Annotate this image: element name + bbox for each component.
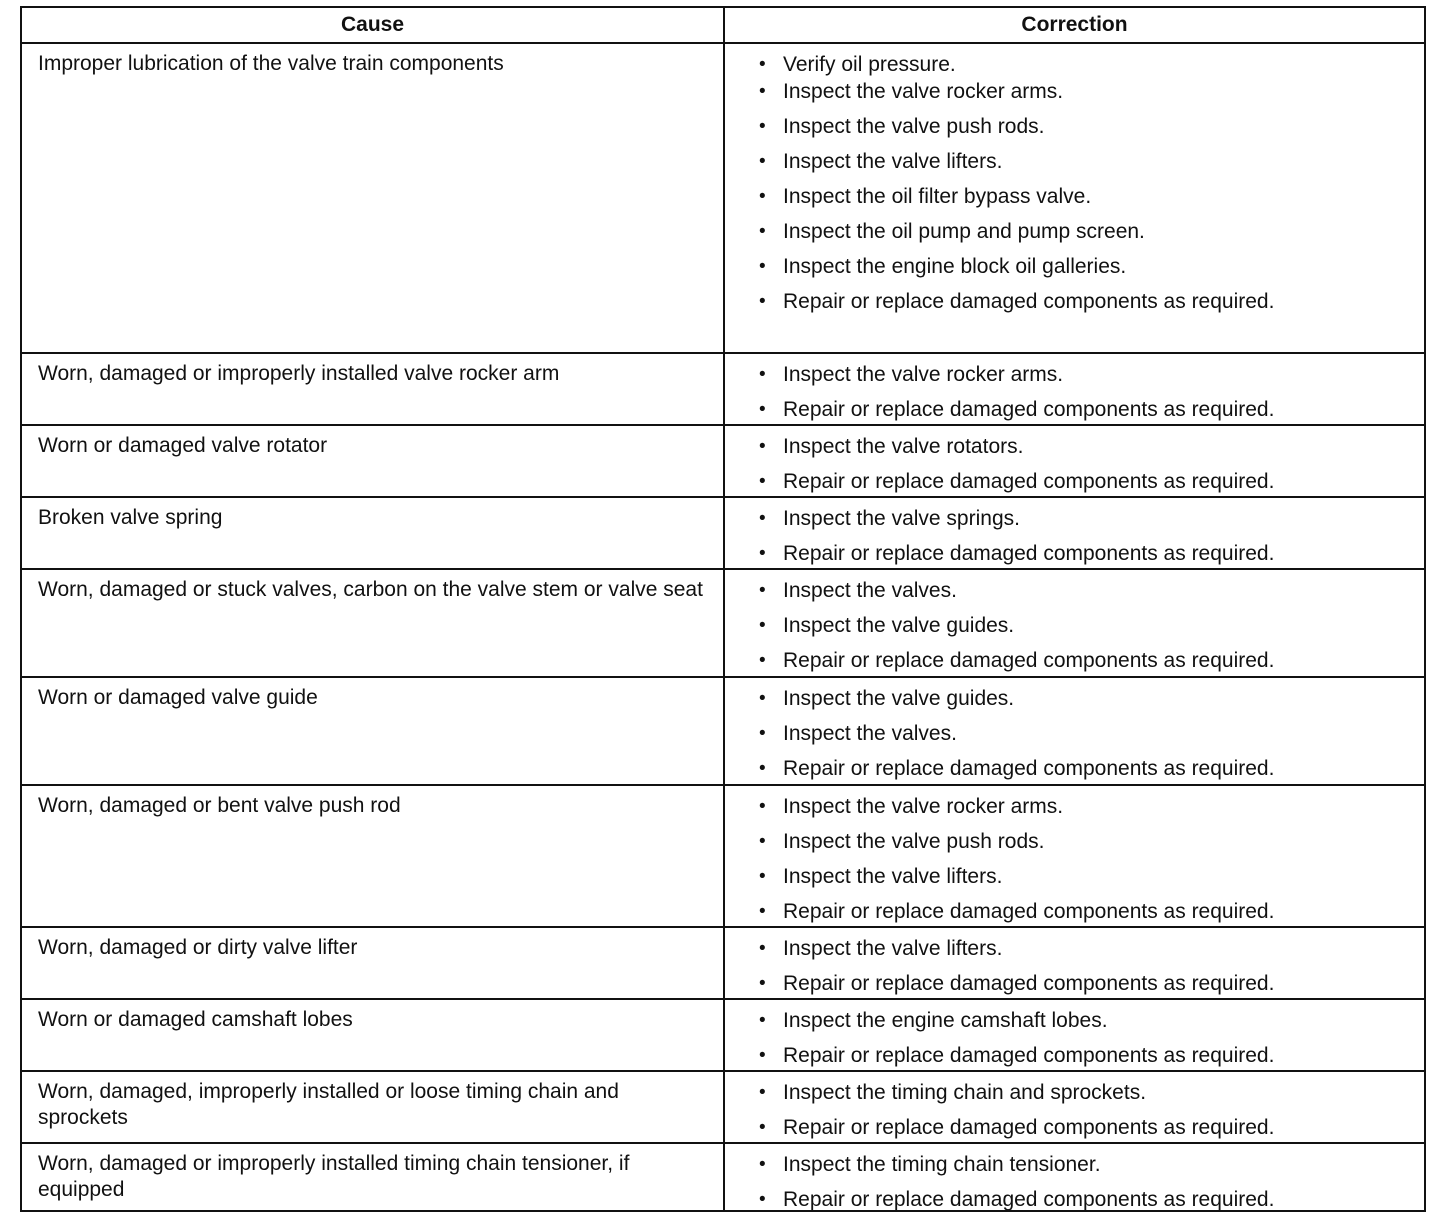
correction-item: • Inspect the oil pump and pump screen.: [759, 219, 1416, 254]
correction-item: • Repair or replace damaged components as required.: [759, 289, 1416, 324]
cause-cell: [22, 570, 725, 676]
correction-item: • Inspect the valve push rods.: [759, 829, 1416, 864]
correction-item: • Inspect the valves.: [759, 578, 1416, 613]
correction-item: • Inspect the valve guides.: [759, 686, 1416, 721]
correction-list: [759, 936, 1416, 1006]
header-correction: Correction: [1021, 13, 1128, 36]
correction-cell: [725, 1144, 1424, 1210]
correction-item: • Repair or replace damaged components as required.: [759, 1187, 1416, 1222]
correction-item: • Inspect the valves.: [759, 721, 1416, 756]
correction-item: • Inspect the valve rocker arms.: [759, 794, 1416, 829]
cause-cell: [22, 426, 725, 496]
table-row: [22, 928, 1424, 1000]
correction-list: [759, 578, 1416, 683]
correction-cell: [725, 498, 1424, 568]
cause-cell: [22, 44, 725, 352]
correction-list: [759, 686, 1416, 791]
correction-list: [759, 506, 1416, 576]
cause-cell: [22, 786, 725, 926]
cause-cell: [22, 1144, 725, 1210]
correction-cell: [725, 1072, 1424, 1142]
correction-list: [759, 362, 1416, 432]
cause-cell: [22, 928, 725, 998]
correction-cell: [725, 786, 1424, 926]
correction-item: • Repair or replace damaged components as required.: [759, 899, 1416, 934]
cause-text: Worn, damaged or improperly installed valve rocker arm: [38, 362, 560, 385]
correction-list: [759, 1152, 1416, 1222]
cause-cell: [22, 498, 725, 568]
cause-cell: [22, 1072, 725, 1142]
table-row: [22, 498, 1424, 570]
correction-item: • Inspect the valve rotators.: [759, 434, 1416, 469]
cause-text: Worn, damaged or bent valve push rod: [38, 794, 401, 817]
correction-item: • Inspect the oil filter bypass valve.: [759, 184, 1416, 219]
table-row: [22, 354, 1424, 426]
cause-correction-table: [20, 6, 1426, 1212]
table-header-row: [22, 8, 1424, 44]
header-cause: Cause: [22, 8, 725, 42]
correction-cell: [725, 928, 1424, 998]
table-row: [22, 44, 1424, 354]
correction-cell: [725, 426, 1424, 496]
correction-cell: [725, 678, 1424, 784]
cause-text: Improper lubrication of the valve train components: [38, 52, 504, 75]
table-row: [22, 570, 1424, 678]
table-row: [22, 786, 1424, 928]
cause-text: Worn, damaged or stuck valves, carbon on the valve stem or valve seat: [38, 578, 703, 601]
cause-text: Worn, damaged or dirty valve lifter: [38, 936, 358, 959]
table-row: [22, 426, 1424, 498]
cause-text: Worn or damaged valve rotator: [38, 434, 328, 457]
correction-cell: [725, 354, 1424, 424]
correction-item: • Repair or replace damaged components as required.: [759, 469, 1416, 504]
correction-item: • Inspect the valve lifters.: [759, 149, 1416, 184]
correction-item: • Inspect the valve push rods.: [759, 114, 1416, 149]
correction-item: • Repair or replace damaged components as required.: [759, 971, 1416, 1006]
table-row: [22, 1072, 1424, 1144]
cause-text: Worn, damaged, improperly installed or loose timing chain and sprockets: [38, 1080, 619, 1129]
correction-list: [759, 1008, 1416, 1078]
correction-item: • Inspect the valve springs.: [759, 506, 1416, 541]
correction-item: • Repair or replace damaged components as required.: [759, 541, 1416, 576]
correction-list: [759, 52, 1416, 324]
correction-item: • Inspect the valve rocker arms.: [759, 79, 1416, 114]
cause-cell: [22, 678, 725, 784]
cause-text: Worn or damaged valve guide: [38, 686, 318, 709]
cause-cell: [22, 354, 725, 424]
correction-list: [759, 434, 1416, 504]
correction-cell: [725, 1000, 1424, 1070]
correction-item: • Inspect the engine camshaft lobes.: [759, 1008, 1416, 1043]
cause-text: Worn, damaged or improperly installed timing chain tensioner, if equipped: [38, 1152, 630, 1201]
correction-item: • Inspect the engine block oil galleries.: [759, 254, 1416, 289]
table-row: [22, 1144, 1424, 1210]
table-row: [22, 678, 1424, 786]
table-row: [22, 1000, 1424, 1072]
correction-cell: [725, 44, 1424, 352]
correction-cell: [725, 570, 1424, 676]
correction-item: • Inspect the valve lifters.: [759, 864, 1416, 899]
cause-text: Worn or damaged camshaft lobes: [38, 1008, 353, 1031]
correction-item: • Inspect the valve rocker arms.: [759, 362, 1416, 397]
correction-item: • Inspect the timing chain tensioner.: [759, 1152, 1416, 1187]
correction-item: • Inspect the valve lifters.: [759, 936, 1416, 971]
correction-item: • Repair or replace damaged components as required.: [759, 1043, 1416, 1078]
correction-item: • Inspect the valve guides.: [759, 613, 1416, 648]
cause-cell: [22, 1000, 725, 1070]
correction-item: • Repair or replace damaged components as required.: [759, 648, 1416, 683]
correction-item: • Inspect the timing chain and sprockets.: [759, 1080, 1416, 1115]
correction-item: • Repair or replace damaged components as required.: [759, 756, 1416, 791]
correction-item: • Verify oil pressure.: [759, 52, 1416, 79]
correction-item: • Repair or replace damaged components as required.: [759, 1115, 1416, 1150]
correction-list: [759, 1080, 1416, 1150]
cause-text: Broken valve spring: [38, 506, 223, 529]
correction-item: • Repair or replace damaged components as required.: [759, 397, 1416, 432]
correction-list: [759, 794, 1416, 934]
